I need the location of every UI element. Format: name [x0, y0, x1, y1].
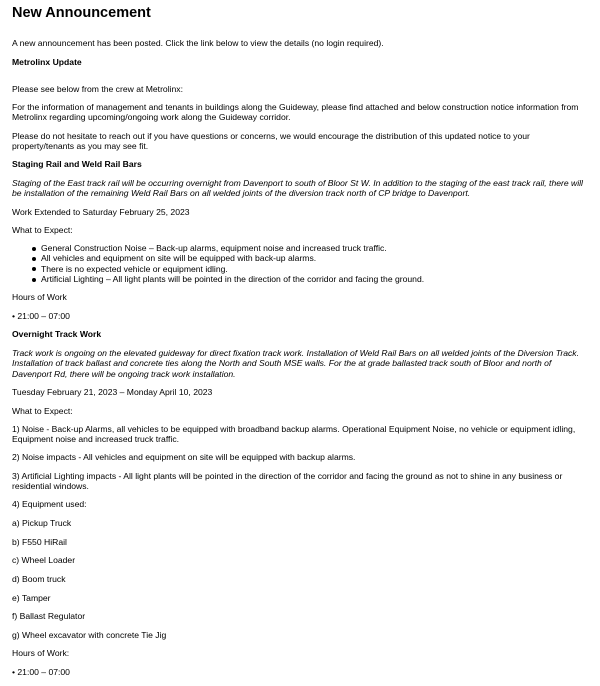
hours-value: • 21:00 – 07:00 — [12, 667, 70, 677]
greeting-text: Please see below from the crew at Metrolinx: — [12, 84, 183, 94]
section-heading: Staging Rail and Weld Rail Bars — [12, 159, 142, 169]
work-dates: Tuesday February 21, 2023 – Monday April 10, 2023 — [12, 387, 213, 397]
expect-list — [12, 243, 588, 285]
expect-item: 2) Noise impacts - All vehicles and equipment on site will be equipped with backup alarms. — [12, 452, 356, 462]
hours-value: • 21:00 – 07:00 — [12, 311, 70, 321]
equipment-item: g) Wheel excavator with concrete Tie Jig — [12, 630, 167, 640]
list-item: General Construction Noise – Back-up alarms, equipment noise and increased truck traffic. — [12, 243, 588, 253]
expect-item: 1) Noise - Back-up Alarms, all vehicles to be equipped with broadband backup alarms. Operational Equipment Noise, no vehicle or equipment idling, Equipment noise and increased truck traffic. — [12, 424, 576, 445]
section-description: Staging of the East track rail will be occurring overnight from Davenport to south of Bloor St W. In addition to the staging of the east track rail, there will be installation of the remaining Weld Rail Bars on all welded joints of the diversion track north of CP bridge to Davenport. — [12, 178, 583, 199]
info-paragraph: For the information of management and tenants in buildings along the Guideway, please find attached and below construction notice information from Metrolinx regarding upcoming/ongoing work along the Guideway corridor. — [12, 102, 579, 123]
expect-item: 4) Equipment used: — [12, 499, 87, 509]
expect-label: What to Expect: — [12, 225, 73, 235]
equipment-item: e) Tamper — [12, 593, 51, 603]
equipment-item: d) Boom truck — [12, 574, 66, 584]
work-dates: Work Extended to Saturday February 25, 2023 — [12, 207, 190, 217]
equipment-item: f) Ballast Regulator — [12, 611, 86, 621]
page-title: New Announcement — [12, 5, 151, 21]
expect-label: What to Expect: — [12, 406, 73, 416]
hours-label: Hours of Work — [12, 292, 67, 302]
expect-item: 3) Artificial Lighting impacts - All light plants will be pointed in the direction of the corridor and facing the ground as not to shine in any business or residential windows. — [12, 471, 563, 492]
equipment-item: a) Pickup Truck — [12, 518, 72, 528]
equipment-item: b) F550 HiRail — [12, 537, 67, 547]
equipment-item: c) Wheel Loader — [12, 555, 76, 565]
list-item: There is no expected vehicle or equipment idling. — [12, 264, 588, 274]
contact-paragraph: Please do not hesitate to reach out if you have questions or concerns, we would encourage the distribution of this updated notice to your property/tenants as you may see fit. — [12, 131, 530, 152]
section-description: Track work is ongoing on the elevated guideway for direct fixation track work. Installation of Weld Rail Bars on all welded joints of the Diversion Track. Installation of track ballast and concrete ties along the North and South MSE walls. For the at grade ballasted track south of Bloor and north of Davenport Rd, there will be ongoing track work installation. — [12, 348, 579, 379]
section-heading: Overnight Track Work — [12, 329, 102, 339]
list-item: Artificial Lighting – All light plants will be pointed in the direction of the corridor and facing the ground. — [12, 274, 588, 284]
list-item: All vehicles and equipment on site will be equipped with back-up alarms. — [12, 253, 588, 263]
intro-text: A new announcement has been posted. Click the link below to view the details (no login required). — [12, 38, 384, 48]
org-heading: Metrolinx Update — [12, 57, 82, 67]
hours-label: Hours of Work: — [12, 648, 70, 658]
